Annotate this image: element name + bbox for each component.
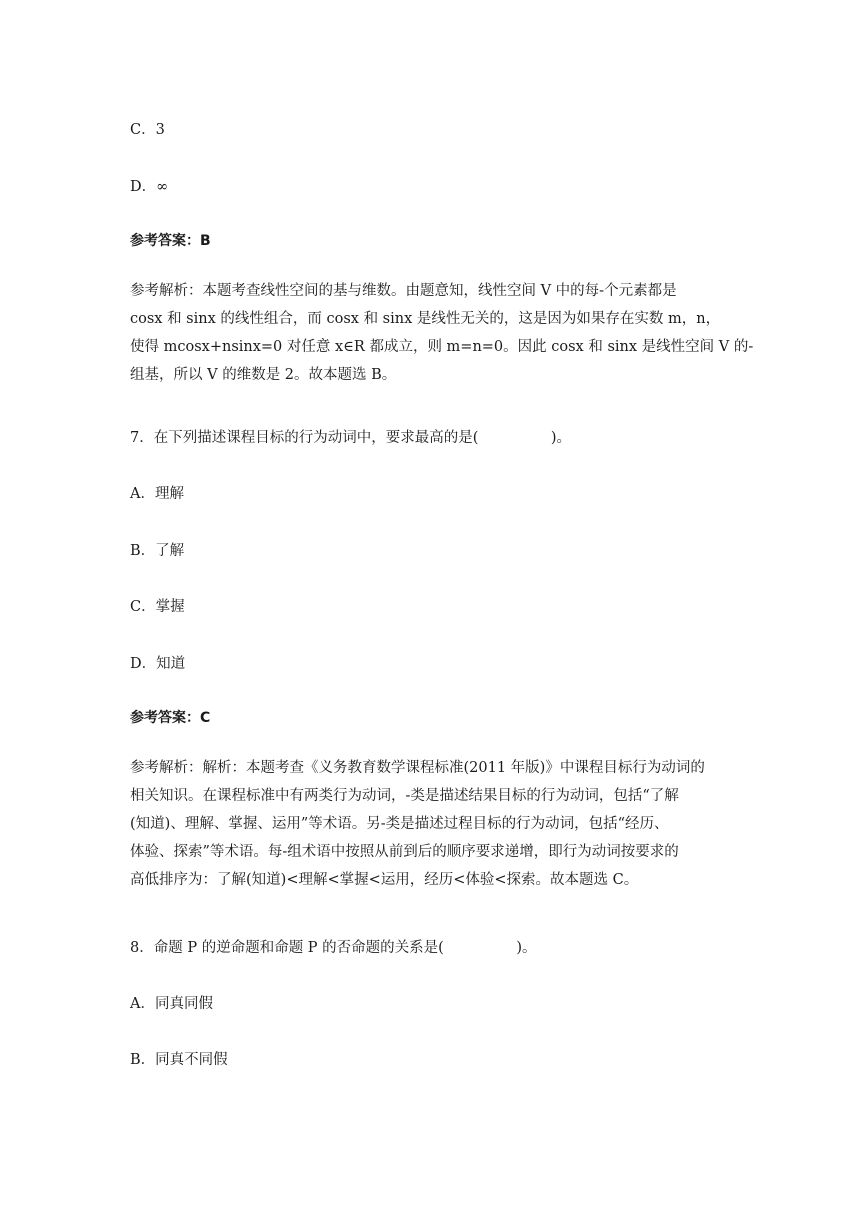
q7-option-c: C．掌握	[130, 599, 185, 615]
q6-explanation-line: 使得 mcosx+nsinx=0 对任意 x∈R 都成立，则 m=n=0。因此 cosx 和 sinx 是线性空间 V 的-	[130, 339, 754, 355]
q6-explanation-line: 组基，所以 V 的维数是 2。故本题选 B。	[130, 367, 397, 383]
q8-option-a: A．同真同假	[130, 996, 213, 1012]
q7-explanation-line: 高低排序为：了解(知道)<理解<掌握<运用，经历<体验<探索。故本题选 C。	[130, 872, 639, 888]
q6-explanation	[130, 277, 754, 389]
q7-explanation-line: 体验、探索”等术语。每-组术语中按照从前到后的顺序要求递增，即行为动词按要求的	[130, 844, 679, 860]
q7-explanation-line: (知道)、理解、掌握、运用”等术语。另-类是描述过程目标的行为动词，包括“经历、	[130, 816, 669, 832]
q8-option-b: B．同真不同假	[130, 1052, 228, 1068]
q6-explanation-line: cosx 和 sinx 的线性组合，而 cosx 和 sinx 是线性无关的，这是因为如果存在实数 m，n，	[130, 311, 721, 327]
q7-option-a: A．理解	[130, 486, 184, 502]
q6-answer: 参考答案：B	[130, 233, 211, 249]
q7-explanation-line: 参考解析：解析：本题考查《义务教育数学课程标准(2011 年版)》中课程目标行为动词的	[130, 760, 705, 776]
q7-option-d: D．知道	[130, 656, 186, 672]
q7-question: 7．在下列描述课程目标的行为动词中，要求最高的是( )。	[130, 430, 572, 446]
q7-explanation	[130, 754, 740, 894]
q8-question: 8．命题 P 的逆命题和命题 P 的否命题的关系是( )。	[130, 940, 537, 956]
q7-answer: 参考答案：C	[130, 710, 211, 726]
q7-option-b: B．了解	[130, 543, 185, 559]
q6-option-d: D．∞	[130, 179, 169, 195]
q7-explanation-line: 相关知识。在课程标准中有两类行为动词，-类是描述结果目标的行为动词，包括“了解	[130, 788, 679, 804]
q6-option-c: C．3	[130, 122, 165, 138]
q6-explanation-line: 参考解析：本题考查线性空间的基与维数。由题意知，线性空间 V 中的每-个元素都是	[130, 283, 677, 299]
